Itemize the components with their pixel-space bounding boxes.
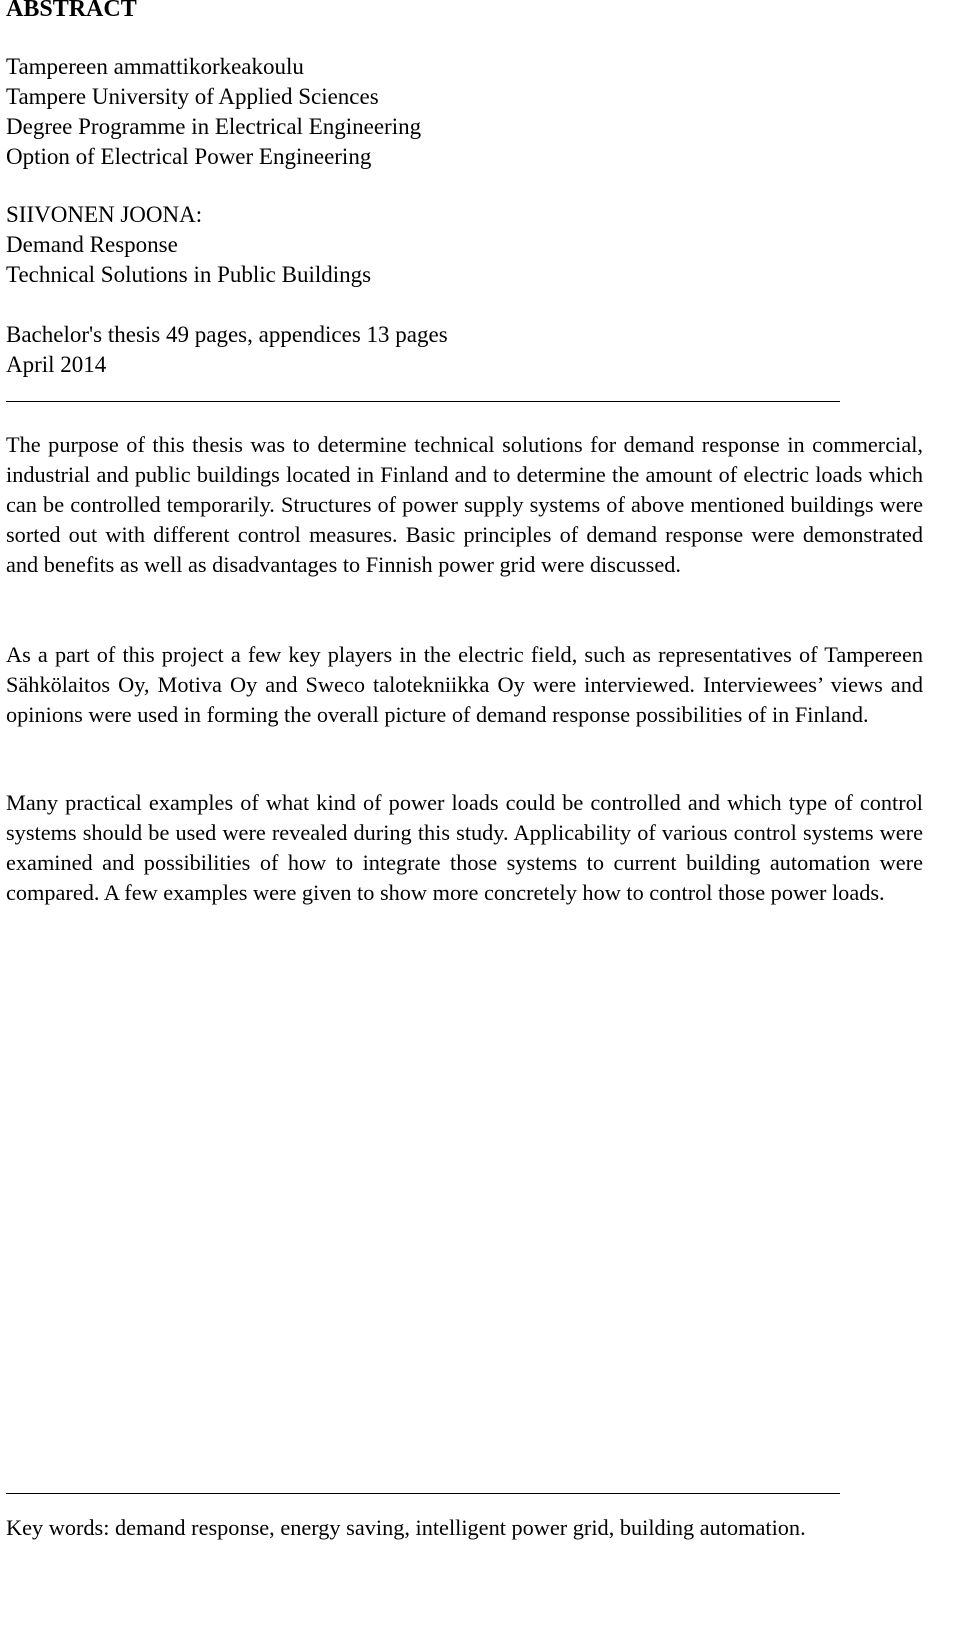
author-title-block <box>6 200 371 290</box>
bottom-divider <box>6 1493 840 1494</box>
institution-name-english: Tampere University of Applied Sciences <box>6 84 379 109</box>
thesis-date: April 2014 <box>6 352 107 377</box>
institution-block <box>6 52 421 172</box>
author-name: SIIVONEN JOONA: <box>6 202 203 227</box>
abstract-paragraph-3: Many practical examples of what kind of power loads could be controlled and which type of control systems should be used were revealed during this study. Applicability of various control systems were examined and possibilities of how to integrate those systems to current building automation were compared. A few examples were given to show more concretely how to control those power loads. <box>6 790 923 905</box>
thesis-subtitle: Technical Solutions in Public Buildings <box>6 262 372 287</box>
page-count: Bachelor's thesis 49 pages, appendices 13 pages <box>6 322 448 347</box>
keywords: Key words: demand response, energy saving, intelligent power grid, building automation. <box>6 1515 806 1540</box>
top-divider <box>6 401 840 402</box>
institution-name-finnish: Tampereen ammattikorkeakoulu <box>6 54 304 79</box>
study-option: Option of Electrical Power Engineering <box>6 144 372 169</box>
degree-programme: Degree Programme in Electrical Engineering <box>6 114 422 139</box>
abstract-paragraph-2: As a part of this project a few key players in the electric field, such as representatives of Tampereen Sähkölaitos Oy, Motiva Oy and Sweco talotekniikka Oy were interviewed. Interviewees’ views and opinions were used in forming the overall picture of demand response possibilities of in Finland. <box>6 642 923 727</box>
abstract-heading: ABSTRACT <box>6 0 137 22</box>
abstract-paragraph-1: The purpose of this thesis was to determine technical solutions for demand response in commercial, industrial and public buildings located in Finland and to determine the amount of electric loads which can be controlled temporarily. Structures of power supply systems of above mentioned buildings were sorted out with different control measures. Basic principles of demand response were demonstrated and benefits as well as disadvantages to Finnish power grid were discussed. <box>6 432 923 577</box>
thesis-info-block <box>6 320 448 380</box>
thesis-title: Demand Response <box>6 232 178 257</box>
